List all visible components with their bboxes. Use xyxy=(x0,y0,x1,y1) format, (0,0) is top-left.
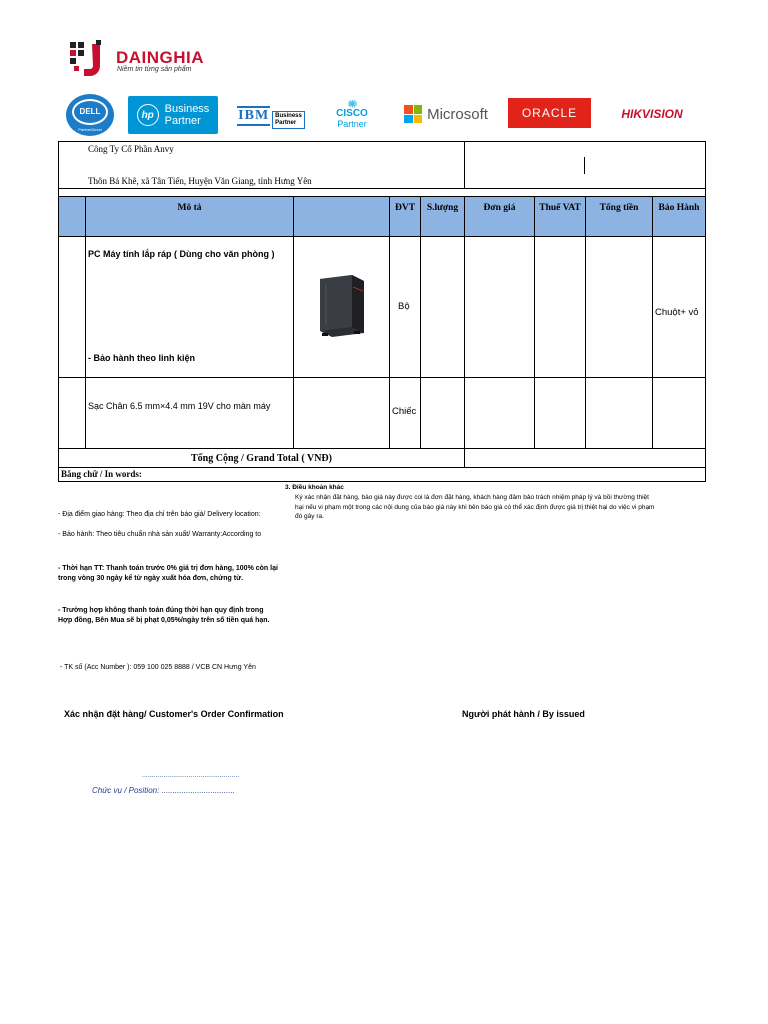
row1-image-cell xyxy=(293,236,390,378)
header-warranty: Bảo Hành xyxy=(652,196,706,237)
cisco-bars-icon: ı|ı|ı|ı xyxy=(347,98,357,108)
row1-quantity xyxy=(420,236,465,378)
row2-unit-price xyxy=(464,377,535,449)
signature-line: .................................................. xyxy=(142,772,240,779)
company-logo-icon xyxy=(68,40,108,80)
clause-title: 3. Điều khoản khác xyxy=(285,484,344,491)
row2-unit-cell xyxy=(389,377,421,449)
row1-index xyxy=(58,236,86,378)
header-unit-price: Đơn giá xyxy=(464,196,535,237)
clause-line-1: Ký xác nhận đặt hàng, báo giá này được coi là đơn đặt hàng, khách hàng đảm bảo trách nhiệm pháp lý và bồi thường thiệt xyxy=(295,494,649,501)
brand-name: DAINGHIA xyxy=(116,48,205,67)
grand-total-value xyxy=(464,448,706,468)
payment-line-1: - Thời hạn TT: Thanh toán trước 0% giá trị đơn hàng, 100% còn lại xyxy=(58,565,278,572)
payment-line-2: trong vòng 30 ngày kể từ ngày xuất hóa đơn, chứng từ. xyxy=(58,574,244,582)
row1-unit: Bộ xyxy=(398,301,410,312)
row1-unit-price xyxy=(464,236,535,378)
row2-vat xyxy=(534,377,586,449)
late-line-1: - Trường hợp không thanh toán đúng thời hạn quy định trong xyxy=(58,607,264,614)
hp-mark: hp xyxy=(137,104,159,126)
position-line: Chức vụ / Position: ................................. xyxy=(92,786,235,795)
header-quantity: S.lượng xyxy=(420,196,465,237)
row1-warranty-cell xyxy=(652,236,706,378)
dell-sub: PartnerDirect xyxy=(78,126,102,132)
dell-name: DELL xyxy=(72,99,108,125)
cisco-logo xyxy=(328,96,376,132)
customer-address: Thôn Bá Khê, xã Tân Tiến, Huyện Văn Giang, tỉnh Hưng Yên xyxy=(88,176,312,186)
ibm-word: IBM xyxy=(237,106,270,126)
microsoft-name: Microsoft xyxy=(427,105,488,123)
row1-warranty: Chuột+ vỏ xyxy=(655,307,699,318)
cisco-name: CISCO xyxy=(336,107,368,119)
text-cursor xyxy=(584,157,585,174)
warranty-term: - Bảo hành: Theo tiêu chuẩn nhà sản xuất/ Warranty:According to xyxy=(58,531,262,538)
hp-logo xyxy=(128,96,218,134)
clause-line-2: hại nếu vi phạm một trong các nội dung của báo giá này khi bên báo giá có thể xác định được giá trị thiệt hại do việc vi phạm xyxy=(295,503,655,511)
row1-vat xyxy=(534,236,586,378)
cisco-sub: Partner xyxy=(337,118,367,129)
header-index xyxy=(58,196,86,237)
quote-info-box xyxy=(464,141,706,189)
ibm-logo xyxy=(235,100,307,132)
payment-term xyxy=(58,564,278,583)
oracle-logo: ORACLE xyxy=(508,98,591,128)
row2-index xyxy=(58,377,86,449)
issued-by-label: Người phát hành / By issued xyxy=(462,709,585,719)
row1-total xyxy=(585,236,653,378)
hp-line1: Business xyxy=(164,103,210,115)
grand-total-label: Tổng Cộng / Grand Total ( VNĐ) xyxy=(58,448,465,468)
row2-image-cell xyxy=(293,377,390,449)
hp-line2: Partner xyxy=(164,115,201,127)
pc-case-icon xyxy=(314,273,368,339)
row2-total xyxy=(585,377,653,449)
microsoft-squares-icon xyxy=(404,105,422,123)
delivery-term: - Địa điểm giao hàng: Theo địa chỉ trên báo giá/ Delivery location: xyxy=(58,511,261,518)
header-image xyxy=(293,196,390,237)
header-total: Tổng tiền xyxy=(585,196,653,237)
header-unit: ĐVT xyxy=(389,196,421,237)
late-payment-term xyxy=(58,606,270,625)
row2-warranty xyxy=(652,377,706,449)
header-description: Mô tả xyxy=(85,196,294,237)
row2-description: Sạc Chân 6.5 mm×4.4 mm 19V cho màn máy xyxy=(88,401,271,411)
row2-quantity xyxy=(420,377,465,449)
clause-line-3: đó gây ra. xyxy=(295,513,324,520)
row1-unit-cell xyxy=(389,236,421,378)
dell-logo xyxy=(66,94,114,136)
ibm-line2: Partner xyxy=(275,120,297,126)
clause-body xyxy=(295,493,715,522)
customer-company: Công Ty Cổ Phần Anvy xyxy=(88,144,174,154)
row2-description-cell xyxy=(85,377,294,449)
row2-unit: Chiếc xyxy=(392,406,417,417)
row1-note: - Bảo hành theo linh kiện xyxy=(88,353,196,363)
brand-slogan: Niềm tin từng sản phẩm xyxy=(117,66,192,73)
hikvision-logo: HIKVISION xyxy=(621,107,683,121)
bank-account: - TK số (Acc Number ): 059 100 025 8888 / VCB CN Hưng Yên xyxy=(60,664,256,671)
row1-description-cell xyxy=(85,236,294,378)
microsoft-logo xyxy=(398,100,494,128)
row1-description: PC Máy tính lắp ráp ( Dùng cho văn phòng ) xyxy=(88,249,275,259)
late-line-2: Hợp đồng, Bên Mua sẽ bị phạt 0,05%/ngày trên số tiền quá hạn. xyxy=(58,616,270,624)
in-words-label: Bằng chữ / In words: xyxy=(58,467,706,482)
customer-confirmation-label: Xác nhận đặt hàng/ Customer's Order Confirmation xyxy=(64,709,284,719)
ibm-line1: Business xyxy=(275,113,302,119)
header-vat: Thuế VAT xyxy=(534,196,586,237)
